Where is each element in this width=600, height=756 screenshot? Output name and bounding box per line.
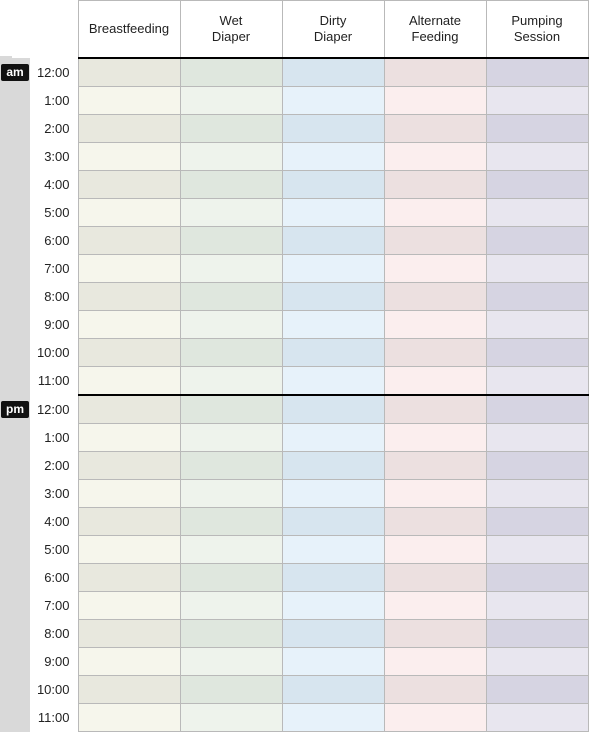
- entry-cell-pumping-session[interactable]: [486, 592, 588, 620]
- entry-cell-dirty-diaper[interactable]: [282, 339, 384, 367]
- entry-cell-breastfeeding[interactable]: [78, 620, 180, 648]
- time-label: 2:00: [30, 452, 78, 480]
- table-row: [0, 592, 588, 620]
- entry-cell-wet-diaper[interactable]: [180, 339, 282, 367]
- table-row: [0, 115, 588, 143]
- time-label: 7:00: [30, 255, 78, 283]
- time-label: 5:00: [30, 199, 78, 227]
- table-row: [0, 199, 588, 227]
- table-header: [0, 1, 588, 59]
- time-label: 3:00: [30, 480, 78, 508]
- entry-cell-alternate-feeding[interactable]: [384, 395, 486, 424]
- table-row: [0, 143, 588, 171]
- entry-cell-breastfeeding[interactable]: [78, 480, 180, 508]
- entry-cell-breastfeeding[interactable]: [78, 536, 180, 564]
- entry-cell-dirty-diaper[interactable]: [282, 255, 384, 283]
- entry-cell-breastfeeding[interactable]: [78, 367, 180, 396]
- entry-cell-alternate-feeding[interactable]: [384, 564, 486, 592]
- entry-cell-alternate-feeding[interactable]: [384, 199, 486, 227]
- entry-cell-dirty-diaper[interactable]: [282, 199, 384, 227]
- entry-cell-alternate-feeding[interactable]: [384, 424, 486, 452]
- entry-cell-breastfeeding[interactable]: [78, 115, 180, 143]
- time-label: 8:00: [30, 283, 78, 311]
- entry-cell-wet-diaper[interactable]: [180, 199, 282, 227]
- period-gutter-cell: [0, 115, 30, 143]
- entry-cell-pumping-session[interactable]: [486, 227, 588, 255]
- entry-cell-wet-diaper[interactable]: [180, 311, 282, 339]
- entry-cell-wet-diaper[interactable]: [180, 424, 282, 452]
- time-label: 4:00: [30, 508, 78, 536]
- period-gutter-cell: [0, 536, 30, 564]
- entry-cell-alternate-feeding[interactable]: [384, 592, 486, 620]
- entry-cell-wet-diaper[interactable]: [180, 620, 282, 648]
- entry-cell-wet-diaper[interactable]: [180, 536, 282, 564]
- entry-cell-alternate-feeding[interactable]: [384, 171, 486, 199]
- table-row: [0, 311, 588, 339]
- entry-cell-dirty-diaper[interactable]: [282, 508, 384, 536]
- entry-cell-wet-diaper[interactable]: [180, 367, 282, 396]
- time-label: 11:00: [30, 704, 78, 732]
- period-gutter-cell: [0, 620, 30, 648]
- entry-cell-breastfeeding[interactable]: [78, 424, 180, 452]
- period-gutter-cell: [0, 367, 30, 396]
- time-label: 12:00: [30, 58, 78, 87]
- entry-cell-pumping-session[interactable]: [486, 367, 588, 396]
- period-gutter-cell: [0, 676, 30, 704]
- table-row: [0, 227, 588, 255]
- table-row: [0, 87, 588, 115]
- time-label: 8:00: [30, 620, 78, 648]
- entry-cell-breastfeeding[interactable]: [78, 592, 180, 620]
- entry-cell-alternate-feeding[interactable]: [384, 508, 486, 536]
- entry-cell-dirty-diaper[interactable]: [282, 395, 384, 424]
- table-row: [0, 171, 588, 199]
- period-gutter-cell: [0, 339, 30, 367]
- entry-cell-alternate-feeding[interactable]: [384, 311, 486, 339]
- period-gutter-cell: [0, 424, 30, 452]
- entry-cell-pumping-session[interactable]: [486, 283, 588, 311]
- entry-cell-alternate-feeding[interactable]: [384, 227, 486, 255]
- time-label: 4:00: [30, 171, 78, 199]
- entry-cell-dirty-diaper[interactable]: [282, 143, 384, 171]
- entry-cell-wet-diaper[interactable]: [180, 255, 282, 283]
- entry-cell-dirty-diaper[interactable]: [282, 480, 384, 508]
- time-label: 9:00: [30, 648, 78, 676]
- entry-cell-pumping-session[interactable]: [486, 199, 588, 227]
- entry-cell-pumping-session[interactable]: [486, 564, 588, 592]
- period-gutter-cell: [0, 564, 30, 592]
- entry-cell-dirty-diaper[interactable]: [282, 564, 384, 592]
- entry-cell-dirty-diaper[interactable]: [282, 452, 384, 480]
- column-header-breastfeeding: [78, 1, 180, 59]
- period-tag-am: [0, 58, 30, 87]
- entry-cell-alternate-feeding[interactable]: [384, 452, 486, 480]
- entry-cell-pumping-session[interactable]: [486, 395, 588, 424]
- entry-cell-dirty-diaper[interactable]: [282, 58, 384, 87]
- entry-cell-dirty-diaper[interactable]: [282, 227, 384, 255]
- period-gutter-cell: [0, 199, 30, 227]
- entry-cell-dirty-diaper[interactable]: [282, 171, 384, 199]
- entry-cell-breastfeeding[interactable]: [78, 255, 180, 283]
- time-label: 10:00: [30, 676, 78, 704]
- period-gutter-cell: [0, 283, 30, 311]
- time-label: 1:00: [30, 87, 78, 115]
- table-row: [0, 395, 588, 424]
- period-tag-label: pm: [1, 401, 29, 418]
- entry-cell-alternate-feeding[interactable]: [384, 648, 486, 676]
- table-row: [0, 367, 588, 396]
- entry-cell-wet-diaper[interactable]: [180, 115, 282, 143]
- period-gutter-cell: [0, 227, 30, 255]
- table-row: [0, 58, 588, 87]
- column-header-alternate-feeding-line-2: Feeding: [411, 29, 459, 44]
- time-label: 11:00: [30, 367, 78, 396]
- entry-cell-wet-diaper[interactable]: [180, 58, 282, 87]
- entry-cell-breastfeeding[interactable]: [78, 704, 180, 732]
- entry-cell-pumping-session[interactable]: [486, 480, 588, 508]
- entry-cell-breastfeeding[interactable]: [78, 58, 180, 87]
- entry-cell-pumping-session[interactable]: [486, 87, 588, 115]
- entry-cell-dirty-diaper[interactable]: [282, 424, 384, 452]
- table-row: [0, 620, 588, 648]
- entry-cell-breastfeeding[interactable]: [78, 199, 180, 227]
- entry-cell-pumping-session[interactable]: [486, 704, 588, 732]
- entry-cell-alternate-feeding[interactable]: [384, 143, 486, 171]
- entry-cell-alternate-feeding[interactable]: [384, 283, 486, 311]
- table-row: [0, 536, 588, 564]
- period-tag-label: am: [1, 64, 28, 81]
- entry-cell-breastfeeding[interactable]: [78, 311, 180, 339]
- period-gutter-cell: [0, 255, 30, 283]
- entry-cell-breastfeeding[interactable]: [78, 227, 180, 255]
- entry-cell-dirty-diaper[interactable]: [282, 283, 384, 311]
- entry-cell-dirty-diaper[interactable]: [282, 648, 384, 676]
- table-row: [0, 564, 588, 592]
- entry-cell-alternate-feeding[interactable]: [384, 115, 486, 143]
- entry-cell-pumping-session[interactable]: [486, 648, 588, 676]
- period-gutter-cell: [0, 452, 30, 480]
- entry-cell-alternate-feeding[interactable]: [384, 255, 486, 283]
- entry-cell-wet-diaper[interactable]: [180, 704, 282, 732]
- entry-cell-dirty-diaper[interactable]: [282, 87, 384, 115]
- entry-cell-dirty-diaper[interactable]: [282, 620, 384, 648]
- entry-cell-alternate-feeding[interactable]: [384, 87, 486, 115]
- entry-cell-wet-diaper[interactable]: [180, 87, 282, 115]
- column-header-alternate-feeding-line-1: Alternate: [408, 12, 462, 28]
- table-row: [0, 480, 588, 508]
- period-gutter-cell: [0, 311, 30, 339]
- period-gutter-cell: [0, 143, 30, 171]
- entry-cell-pumping-session[interactable]: [486, 143, 588, 171]
- entry-cell-alternate-feeding[interactable]: [384, 620, 486, 648]
- column-header-wet-diaper: [180, 1, 282, 59]
- column-header-dirty-diaper-line-1: Dirty: [319, 12, 347, 28]
- entry-cell-breastfeeding[interactable]: [78, 452, 180, 480]
- header-row: [0, 1, 588, 59]
- entry-cell-breastfeeding[interactable]: [78, 339, 180, 367]
- column-header-dirty-diaper-line-2: Diaper: [313, 29, 353, 44]
- entry-cell-pumping-session[interactable]: [486, 311, 588, 339]
- column-header-wet-diaper-line-2: Diaper: [211, 29, 251, 44]
- header-time-spacer: [30, 1, 78, 59]
- entry-cell-pumping-session[interactable]: [486, 171, 588, 199]
- period-gutter-cell: [0, 704, 30, 732]
- table-row: [0, 676, 588, 704]
- table-row: [0, 339, 588, 367]
- period-gutter-cell: [0, 480, 30, 508]
- column-header-pumping-session: [486, 1, 588, 59]
- entry-cell-pumping-session[interactable]: [486, 676, 588, 704]
- header-period-spacer: [0, 1, 30, 59]
- time-label: 1:00: [30, 424, 78, 452]
- entry-cell-wet-diaper[interactable]: [180, 508, 282, 536]
- entry-cell-wet-diaper[interactable]: [180, 592, 282, 620]
- entry-cell-alternate-feeding[interactable]: [384, 536, 486, 564]
- entry-cell-wet-diaper[interactable]: [180, 676, 282, 704]
- period-gutter-cell: [0, 648, 30, 676]
- time-label: 5:00: [30, 536, 78, 564]
- entry-cell-pumping-session[interactable]: [486, 255, 588, 283]
- table-body: [0, 58, 588, 732]
- period-gutter-cell: [0, 171, 30, 199]
- entry-cell-dirty-diaper[interactable]: [282, 311, 384, 339]
- table-row: [0, 508, 588, 536]
- entry-cell-wet-diaper[interactable]: [180, 452, 282, 480]
- entry-cell-breastfeeding[interactable]: [78, 508, 180, 536]
- table-row: [0, 704, 588, 732]
- column-header-pumping-session-line-1: Pumping: [511, 12, 563, 28]
- entry-cell-alternate-feeding[interactable]: [384, 339, 486, 367]
- entry-cell-dirty-diaper[interactable]: [282, 676, 384, 704]
- time-label: 6:00: [30, 227, 78, 255]
- period-gutter-cell: [0, 508, 30, 536]
- entry-cell-wet-diaper[interactable]: [180, 283, 282, 311]
- time-label: 9:00: [30, 311, 78, 339]
- column-header-wet-diaper-line-1: Wet: [219, 12, 243, 28]
- column-header-alternate-feeding: [384, 1, 486, 59]
- time-label: 10:00: [30, 339, 78, 367]
- entry-cell-breastfeeding[interactable]: [78, 676, 180, 704]
- entry-cell-pumping-session[interactable]: [486, 115, 588, 143]
- time-label: 7:00: [30, 592, 78, 620]
- time-label: 6:00: [30, 564, 78, 592]
- entry-cell-dirty-diaper[interactable]: [282, 536, 384, 564]
- entry-cell-alternate-feeding[interactable]: [384, 704, 486, 732]
- column-header-breastfeeding-line-1: Breastfeeding: [88, 20, 170, 36]
- entry-cell-breastfeeding[interactable]: [78, 395, 180, 424]
- entry-cell-breastfeeding[interactable]: [78, 564, 180, 592]
- period-tag-pm: [0, 395, 30, 424]
- entry-cell-alternate-feeding[interactable]: [384, 676, 486, 704]
- table-row: [0, 283, 588, 311]
- entry-cell-breastfeeding[interactable]: [78, 283, 180, 311]
- entry-cell-breastfeeding[interactable]: [78, 87, 180, 115]
- entry-cell-wet-diaper[interactable]: [180, 480, 282, 508]
- entry-cell-dirty-diaper[interactable]: [282, 592, 384, 620]
- entry-cell-pumping-session[interactable]: [486, 452, 588, 480]
- entry-cell-pumping-session[interactable]: [486, 58, 588, 87]
- entry-cell-pumping-session[interactable]: [486, 620, 588, 648]
- entry-cell-pumping-session[interactable]: [486, 508, 588, 536]
- entry-cell-alternate-feeding[interactable]: [384, 58, 486, 87]
- table-row: [0, 648, 588, 676]
- footer-spacer: [0, 732, 600, 756]
- column-header-dirty-diaper: [282, 1, 384, 59]
- entry-cell-dirty-diaper[interactable]: [282, 704, 384, 732]
- entry-cell-pumping-session[interactable]: [486, 339, 588, 367]
- table-row: [0, 452, 588, 480]
- entry-cell-alternate-feeding[interactable]: [384, 480, 486, 508]
- period-gutter-cell: [0, 592, 30, 620]
- entry-cell-wet-diaper[interactable]: [180, 227, 282, 255]
- entry-cell-alternate-feeding[interactable]: [384, 367, 486, 396]
- entry-cell-dirty-diaper[interactable]: [282, 367, 384, 396]
- entry-cell-breastfeeding[interactable]: [78, 648, 180, 676]
- entry-cell-pumping-session[interactable]: [486, 424, 588, 452]
- time-label: 3:00: [30, 143, 78, 171]
- entry-cell-dirty-diaper[interactable]: [282, 115, 384, 143]
- time-label: 12:00: [30, 395, 78, 424]
- time-label: 2:00: [30, 115, 78, 143]
- table-row: [0, 255, 588, 283]
- entry-cell-breastfeeding[interactable]: [78, 143, 180, 171]
- period-gutter-cell: [0, 87, 30, 115]
- entry-cell-breastfeeding[interactable]: [78, 171, 180, 199]
- table-row: [0, 424, 588, 452]
- entry-cell-pumping-session[interactable]: [486, 536, 588, 564]
- entry-cell-wet-diaper[interactable]: [180, 564, 282, 592]
- entry-cell-wet-diaper[interactable]: [180, 648, 282, 676]
- entry-cell-wet-diaper[interactable]: [180, 171, 282, 199]
- entry-cell-wet-diaper[interactable]: [180, 143, 282, 171]
- column-header-pumping-session-line-2: Session: [513, 29, 561, 44]
- entry-cell-wet-diaper[interactable]: [180, 395, 282, 424]
